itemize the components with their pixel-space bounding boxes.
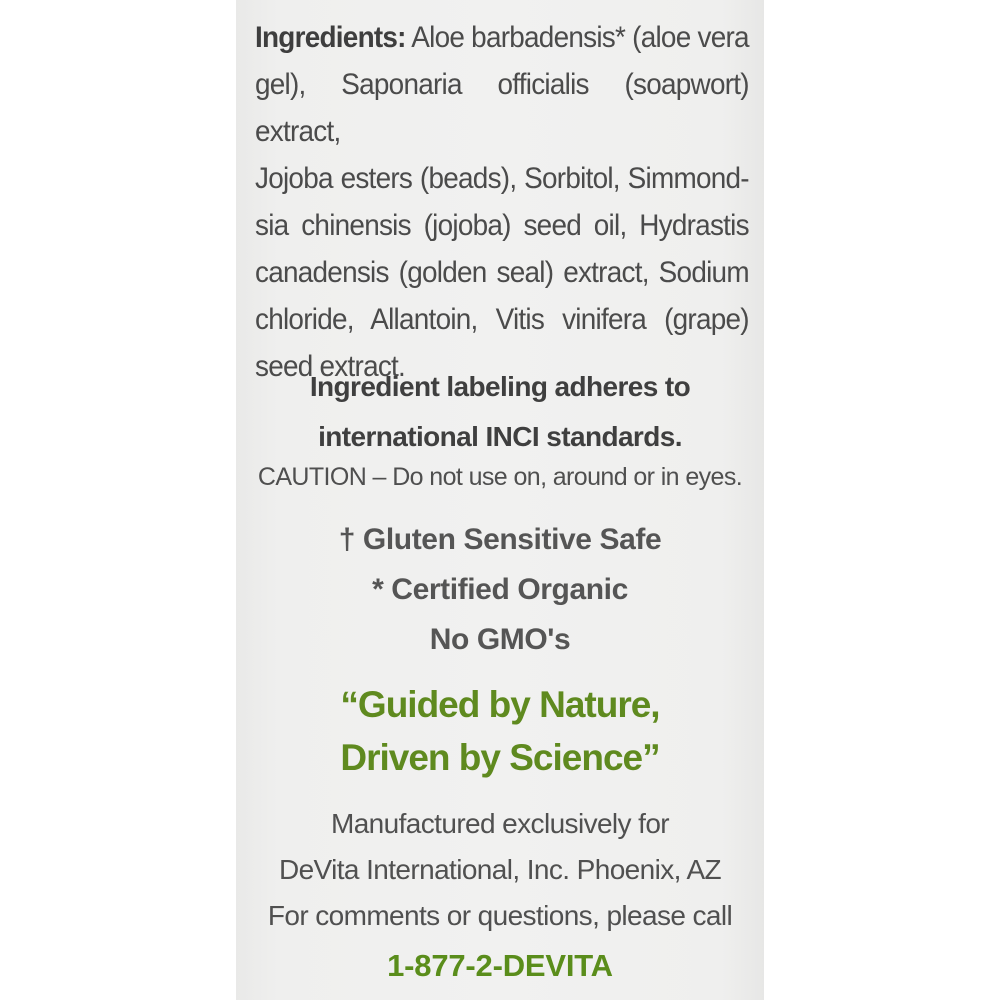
manufacturer-line-3: For comments or questions, please call xyxy=(267,900,733,931)
ingredients-line-6: chloride, Allantoin, Vitis vinifera (grape) xyxy=(255,303,749,336)
inci-note-line-1: Ingredient labeling adheres to xyxy=(309,371,691,402)
ingredients-line-1: Ingredients: Aloe barbadensis* (aloe vera xyxy=(255,21,749,54)
ingredients-line-2: gel), Saponaria officialis (soapwort) extract, xyxy=(255,68,749,148)
gmo-claim: No GMO's xyxy=(429,623,571,656)
ingredients-line-7: seed extract. xyxy=(255,350,406,383)
motto-line-2: Driven by Science” xyxy=(340,737,660,778)
ingredients-line-3: Jojoba esters (beads), Sorbitol, Simmond- xyxy=(255,162,749,195)
motto-line-1: “Guided by Nature, xyxy=(340,684,660,725)
gluten-claim: † Gluten Sensitive Safe xyxy=(338,523,662,556)
ingredients-line-5: canadensis (golden seal) extract, Sodium xyxy=(255,256,749,289)
phone-number: 1-877-2-DEVITA xyxy=(387,948,613,983)
ingredients-paragraph xyxy=(255,14,749,390)
manufacturer-line-1: Manufactured exclusively for xyxy=(330,808,670,839)
caution-text: CAUTION – Do not use on, around or in eyes. xyxy=(257,463,743,491)
ingredients-heading: Ingredients: xyxy=(255,21,406,54)
inci-note xyxy=(236,362,764,462)
brand-motto xyxy=(236,678,764,784)
inci-note-line-2: international INCI standards. xyxy=(318,421,682,452)
organic-claim: * Certified Organic xyxy=(372,573,628,606)
ingredients-line-4: sia chinensis (jojoba) seed oil, Hydrastis xyxy=(255,209,749,242)
manufacturer-info xyxy=(236,801,764,939)
manufacturer-line-2: DeVita International, Inc. Phoenix, AZ xyxy=(278,854,722,885)
claims-block xyxy=(236,515,764,665)
